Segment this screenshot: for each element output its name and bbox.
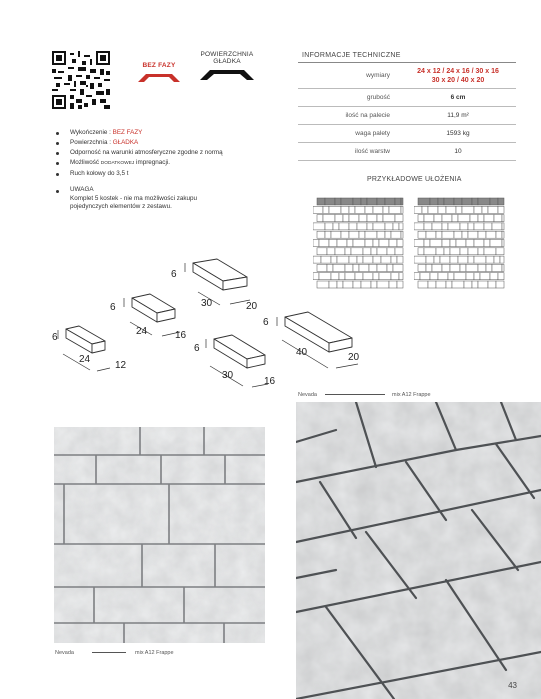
paver-stone xyxy=(428,281,436,288)
caption-line xyxy=(325,394,385,395)
paver-stone xyxy=(478,215,484,222)
paver-stone xyxy=(496,281,504,288)
paver-stone xyxy=(440,256,450,263)
tech-row-pallet-weight xyxy=(298,125,516,143)
paver-stone xyxy=(450,248,460,255)
caption-mix: mix A12 Frappe xyxy=(135,650,174,656)
paver-stone xyxy=(353,240,365,247)
paver-stone xyxy=(397,281,403,288)
tech-value: 24 x 12 / 24 x 16 / 30 x 16 30 x 20 / 40 x 20 xyxy=(400,63,516,89)
paver-stone xyxy=(323,206,329,213)
paver-stone xyxy=(464,281,472,288)
paver-stone xyxy=(414,240,424,247)
paver-stone xyxy=(446,281,452,288)
paver-stone xyxy=(367,223,373,230)
paver-stone xyxy=(486,264,492,271)
tech-row-layers xyxy=(298,143,516,161)
paver-stone xyxy=(359,231,365,238)
paver-stone xyxy=(434,256,440,263)
list-item xyxy=(56,158,223,169)
paver-stone xyxy=(442,215,452,222)
paver-stone xyxy=(424,240,430,247)
paver-stone xyxy=(456,206,462,213)
paver-stone xyxy=(426,256,434,263)
page-number: 43 xyxy=(508,681,517,690)
paver-stone xyxy=(339,223,349,230)
paver-stone xyxy=(401,206,403,213)
paver-stone xyxy=(444,198,454,205)
list-item xyxy=(56,169,223,179)
paver-stone xyxy=(466,240,474,247)
paver-stone xyxy=(490,198,498,205)
paver-stone xyxy=(492,223,502,230)
paver-stone xyxy=(430,198,438,205)
paver-stone xyxy=(454,198,462,205)
caption-mix: mix A12 Frappe xyxy=(392,392,431,398)
paver-stone xyxy=(438,273,448,280)
paver-stone xyxy=(450,240,456,247)
paver-stone xyxy=(395,215,403,222)
paver-stone xyxy=(466,273,474,280)
caption-left xyxy=(55,650,174,656)
paver-stone xyxy=(468,256,474,263)
paver-stone xyxy=(418,231,426,238)
paver-stone xyxy=(313,240,319,247)
paver-stone xyxy=(472,281,478,288)
paver-stone xyxy=(349,223,357,230)
paver-stone xyxy=(359,215,367,222)
paver-stone xyxy=(430,240,442,247)
paver-stone xyxy=(460,248,468,255)
paver-stone xyxy=(484,215,494,222)
paver-stone xyxy=(456,240,466,247)
dim-b4-l: 30 xyxy=(222,370,234,381)
paver-stone xyxy=(500,256,504,263)
paver-stone xyxy=(367,215,377,222)
feature-small-text: DODATKOWEJ xyxy=(100,161,135,166)
note-title: UWAGA xyxy=(70,186,94,193)
paver-stone xyxy=(478,264,486,271)
paver-stone xyxy=(387,264,393,271)
dim-b4-h: 6 xyxy=(194,343,200,354)
paver-stone xyxy=(395,248,403,255)
paver-stone xyxy=(436,281,446,288)
paver-stone xyxy=(393,264,403,271)
paver-stone xyxy=(442,264,450,271)
badge-bez-fazy-label: BEZ FAZY xyxy=(142,62,176,69)
tech-row-thickness xyxy=(298,89,516,107)
tech-row-pallet-area xyxy=(298,107,516,125)
paver-stone xyxy=(399,223,403,230)
paver-stone xyxy=(466,264,478,271)
paver-stone xyxy=(373,240,379,247)
red-roof-icon xyxy=(136,71,182,83)
paver-stone xyxy=(454,231,462,238)
paver-stone xyxy=(452,281,464,288)
paver-stone xyxy=(341,198,353,205)
paver-stone xyxy=(414,223,424,230)
paver-stone xyxy=(484,240,490,247)
paver-stone xyxy=(389,206,401,213)
paver-stone xyxy=(422,206,428,213)
paver-stone xyxy=(313,223,325,230)
paver-stone xyxy=(450,264,460,271)
paver-stone xyxy=(502,215,504,222)
paver-stone xyxy=(468,231,478,238)
paver-stone xyxy=(488,206,498,213)
paver-stone xyxy=(462,231,468,238)
paver-stone xyxy=(418,264,426,271)
paver-stone xyxy=(434,215,442,222)
paver-stone xyxy=(442,223,448,230)
paver-stone xyxy=(496,248,504,255)
caption-color: Nevada xyxy=(55,650,74,656)
paver-stone xyxy=(468,248,478,255)
feature-value: BEZ FAZY xyxy=(112,129,143,136)
feature-label: Powierzchnia : xyxy=(70,139,113,146)
paver-stone xyxy=(450,256,458,263)
paver-stone xyxy=(377,198,385,205)
paver-stone xyxy=(414,256,426,263)
paver-stone xyxy=(325,231,331,238)
paver-stone xyxy=(355,206,365,213)
paver-stone xyxy=(484,248,496,255)
paver-stone xyxy=(436,248,444,255)
paver-stone xyxy=(424,248,436,255)
tech-value: 10 xyxy=(400,143,516,161)
paver-stone xyxy=(418,215,424,222)
paver-stone xyxy=(480,273,490,280)
paver-stone xyxy=(498,198,504,205)
paver-stone xyxy=(438,206,446,213)
note xyxy=(56,186,231,212)
paver-stone xyxy=(418,198,430,205)
paver-stone xyxy=(391,231,401,238)
dim-b1-w: 20 xyxy=(246,301,258,312)
paver-stone xyxy=(385,223,393,230)
paver-stone xyxy=(502,240,504,247)
paver-stone xyxy=(474,273,480,280)
blocks-drawing xyxy=(40,250,380,390)
paver-stone xyxy=(474,256,486,263)
paver-stone xyxy=(474,206,482,213)
tech-value: 6 cm xyxy=(400,89,516,107)
paver-stone xyxy=(426,264,432,271)
paver-stone xyxy=(379,273,391,280)
paver-stone xyxy=(478,198,490,205)
paving-flat-image xyxy=(54,427,265,643)
list-item xyxy=(56,138,223,148)
paver-stone xyxy=(317,215,323,222)
paver-stone xyxy=(458,215,470,222)
paver-stone xyxy=(353,198,361,205)
paver-stone xyxy=(488,281,496,288)
note-item xyxy=(56,186,231,212)
paver-stone xyxy=(486,256,494,263)
tech-title: INFORMACJE TECHNICZNE xyxy=(302,52,401,59)
paver-stone xyxy=(414,273,420,280)
paver-stone xyxy=(337,240,347,247)
paver-stone xyxy=(486,231,496,238)
dim-b2-h: 6 xyxy=(110,302,116,313)
paver-stone xyxy=(313,206,323,213)
paver-stone xyxy=(430,273,438,280)
paver-stone xyxy=(442,231,454,238)
paver-stone xyxy=(428,206,438,213)
caption-color: Nevada xyxy=(298,392,317,398)
paver-stone xyxy=(498,273,504,280)
paver-stone xyxy=(496,231,502,238)
dim-b3-l: 24 xyxy=(79,354,91,365)
paver-stone xyxy=(385,231,391,238)
caption-line xyxy=(92,652,126,653)
paver-stone xyxy=(349,231,359,238)
paver-stone xyxy=(383,215,395,222)
layouts-title: PRZYKŁADOWE UŁOŻENIA xyxy=(367,176,462,183)
paver-stone xyxy=(478,248,484,255)
paver-stone xyxy=(462,206,474,213)
note-text: Komplet 5 kostek - nie ma możliwości zakupu pojedynczych elementów z zestawu. xyxy=(70,194,198,210)
paver-stone xyxy=(399,273,403,280)
qr-code xyxy=(52,51,110,109)
black-roof-icon xyxy=(198,67,256,81)
paver-stone xyxy=(329,206,341,213)
paver-stone xyxy=(367,198,377,205)
paver-stone xyxy=(490,240,502,247)
feature-text: Odporność na warunki atmosferyczne zgodne z normą xyxy=(70,149,223,156)
paver-stone xyxy=(494,215,502,222)
paver-stone xyxy=(502,264,504,271)
dim-b5-h: 6 xyxy=(263,317,269,328)
paver-stone xyxy=(333,223,339,230)
feature-value: GŁADKA xyxy=(112,139,139,146)
paving-perspective-image xyxy=(296,402,541,699)
paver-stone xyxy=(436,231,442,238)
paver-stone xyxy=(462,198,472,205)
paver-stone xyxy=(424,215,434,222)
paver-stone xyxy=(424,223,432,230)
paver-stone xyxy=(397,256,403,263)
dim-b1-h: 6 xyxy=(171,269,177,280)
tech-value: 1593 kg xyxy=(400,125,516,143)
dim-b2-w: 16 xyxy=(175,330,187,341)
paver-stone xyxy=(420,273,430,280)
feature-text: Możliwość xyxy=(70,159,101,166)
paver-stone xyxy=(383,206,389,213)
paver-stone xyxy=(341,231,349,238)
paver-stone xyxy=(373,206,383,213)
paver-stone xyxy=(397,240,403,247)
tech-key: ilość na palecie xyxy=(298,107,400,125)
tech-value: 11,9 m² xyxy=(400,107,516,125)
paver-stone xyxy=(391,256,397,263)
paver-stone xyxy=(349,206,355,213)
paver-stone xyxy=(325,223,333,230)
paver-stone xyxy=(470,215,478,222)
paver-stone xyxy=(381,256,391,263)
tech-row-dimensions xyxy=(298,63,516,89)
paver-stone xyxy=(317,231,325,238)
paver-stone xyxy=(472,198,478,205)
paver-stone xyxy=(478,231,486,238)
paver-stone xyxy=(452,215,458,222)
paver-stone xyxy=(377,215,383,222)
paver-stone xyxy=(331,231,341,238)
list-item xyxy=(56,128,223,138)
paver-stone xyxy=(343,215,349,222)
paver-stone xyxy=(389,281,397,288)
layout-pattern-2 xyxy=(414,196,506,290)
paver-stone xyxy=(395,198,401,205)
paver-stone xyxy=(454,273,466,280)
paver-stone xyxy=(446,206,456,213)
dim-b1-l: 30 xyxy=(201,298,213,309)
dim-b3-w: 12 xyxy=(115,360,127,371)
paver-stone xyxy=(393,223,399,230)
paver-stone xyxy=(460,223,468,230)
paving-photo-flat xyxy=(54,427,265,643)
paver-stone xyxy=(325,198,335,205)
paver-stone xyxy=(361,198,367,205)
paver-stone xyxy=(401,198,403,205)
paver-stone xyxy=(391,273,399,280)
paver-stone xyxy=(347,240,353,247)
dim-b2-l: 24 xyxy=(136,326,148,337)
paver-stone xyxy=(448,273,454,280)
feature-text: impregnacji. xyxy=(134,159,170,166)
paver-stone xyxy=(432,264,442,271)
paver-stone xyxy=(323,215,335,222)
paver-stone xyxy=(365,231,377,238)
paver-stone xyxy=(442,240,450,247)
paver-stone xyxy=(389,240,397,247)
dim-b3-h: 6 xyxy=(52,332,58,343)
paver-stone xyxy=(365,240,373,247)
badge-powierzchnia-label: POWIERZCHNIA GŁADKA xyxy=(200,51,254,65)
badge-powierzchnia xyxy=(196,51,258,83)
dim-b5-w: 20 xyxy=(348,352,360,363)
paver-stone xyxy=(498,206,504,213)
tech-key: grubość xyxy=(298,89,400,107)
paver-stone xyxy=(482,206,488,213)
paver-stone xyxy=(349,215,359,222)
paver-stone xyxy=(474,223,484,230)
paver-stone xyxy=(385,198,395,205)
paver-stone xyxy=(478,281,488,288)
paver-stone xyxy=(490,273,498,280)
dim-b4-w: 16 xyxy=(264,376,276,387)
feature-label: Wykończenie : xyxy=(70,129,113,136)
paver-stone xyxy=(401,231,403,238)
paver-stone xyxy=(426,231,436,238)
paver-stone xyxy=(468,223,474,230)
paver-stone xyxy=(474,240,484,247)
paver-stone xyxy=(414,206,422,213)
paver-stone xyxy=(335,198,341,205)
paver-stone xyxy=(329,240,337,247)
paver-stone xyxy=(418,248,424,255)
paver-stone xyxy=(357,223,367,230)
tech-key: wymiary xyxy=(298,63,400,89)
badge-bez-fazy xyxy=(135,62,183,85)
caption-right xyxy=(298,392,431,398)
paver-stone xyxy=(418,281,428,288)
tech-key: waga palety xyxy=(298,125,400,143)
paver-stone xyxy=(432,223,442,230)
paver-stone xyxy=(341,206,349,213)
feature-text: Ruch kołowy do 3,5 t xyxy=(70,170,129,177)
paver-stone xyxy=(458,256,468,263)
paver-stone xyxy=(460,264,466,271)
tech-key: ilość warstw xyxy=(298,143,400,161)
paver-stone xyxy=(379,240,389,247)
paver-stone xyxy=(319,240,329,247)
paver-stone xyxy=(502,231,504,238)
paver-stone xyxy=(335,215,343,222)
features-list xyxy=(56,128,223,179)
paver-stone xyxy=(373,223,385,230)
paver-stone xyxy=(494,256,500,263)
paver-stone xyxy=(365,206,373,213)
list-item xyxy=(56,148,223,158)
paver-stone xyxy=(492,264,502,271)
paver-stone xyxy=(438,198,444,205)
paver-stone xyxy=(448,223,460,230)
tech-table xyxy=(298,62,516,161)
paving-photo-perspective xyxy=(296,402,541,699)
paver-stone xyxy=(444,248,450,255)
paver-stone xyxy=(377,231,385,238)
paver-stone xyxy=(387,248,395,255)
dim-b5-l: 40 xyxy=(296,347,308,358)
paver-stone xyxy=(317,198,325,205)
paver-stone xyxy=(484,223,492,230)
paver-stone xyxy=(502,223,504,230)
